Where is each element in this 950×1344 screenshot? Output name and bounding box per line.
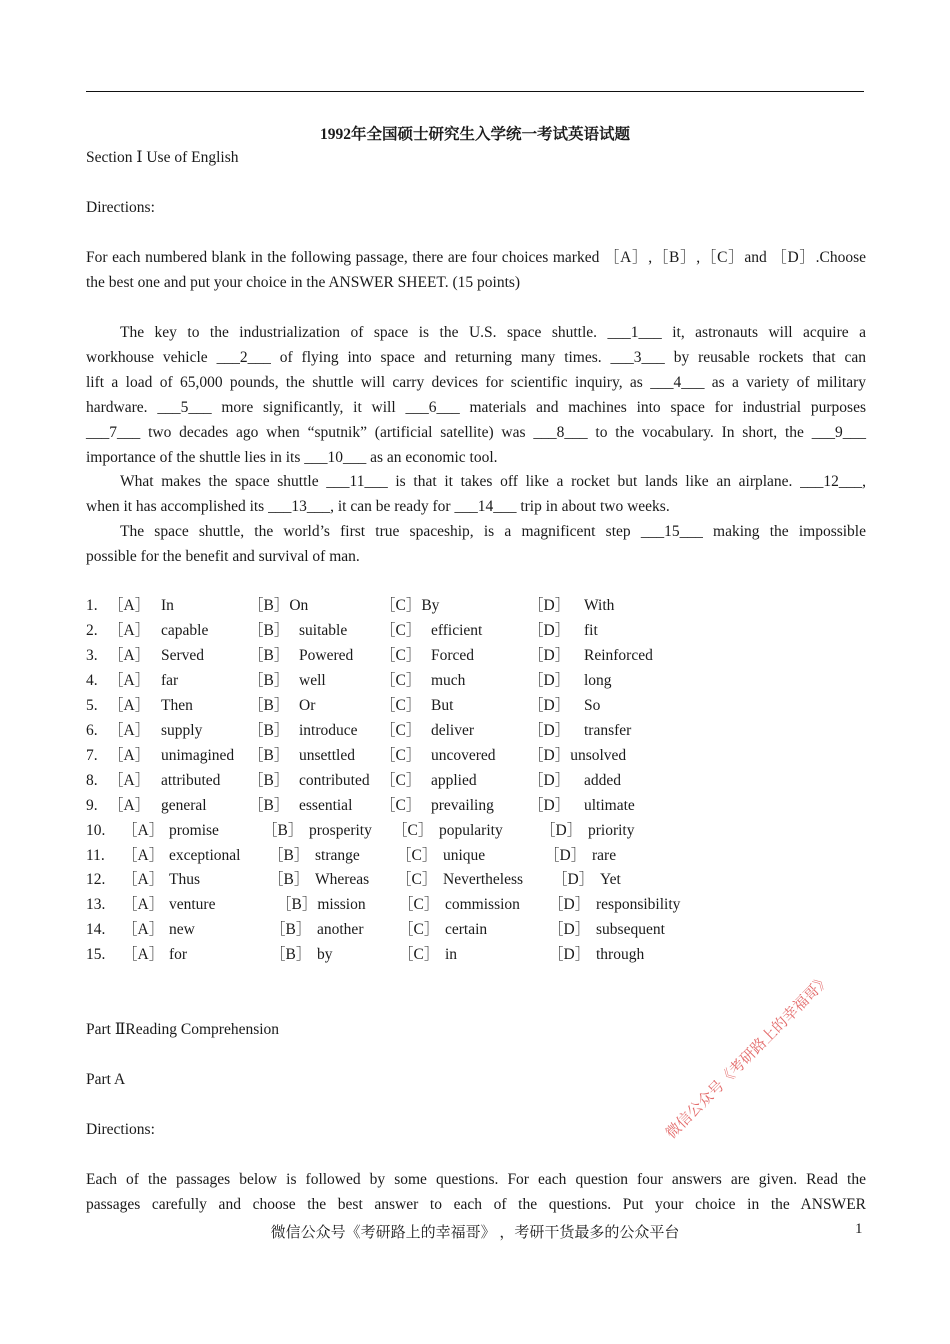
option-choice: capable (161, 621, 209, 639)
option-choice: ［D］ (528, 597, 571, 614)
option-choice: Whereas (315, 871, 370, 889)
option-number: 9. (86, 796, 98, 814)
option-choice: Nevertheless (443, 871, 524, 889)
option-choice: Served (161, 646, 205, 664)
option-choice: certain (445, 921, 488, 939)
option-choice: priority (588, 821, 635, 839)
option-choice: unsettled (299, 746, 355, 764)
option-number: 5. (86, 696, 98, 714)
option-choice: ［A］ (122, 921, 165, 939)
option-choice: ［D］ (528, 621, 571, 639)
option-choice: in (445, 946, 458, 964)
option-choice: introduce (299, 721, 358, 739)
option-choice: ［B］ (248, 621, 290, 639)
option-choice: Reinforced (584, 646, 653, 664)
option-choice: ［B］ (248, 646, 290, 664)
option-choice: ［D］ (548, 946, 591, 964)
option-choice: ［C］ (398, 921, 440, 939)
option-number: 15. (86, 946, 106, 964)
option-choice: by (317, 946, 333, 964)
option-choice: ［D］ (544, 846, 587, 864)
option-choice: ［B］ (270, 946, 312, 964)
option-choice: ［A］ (122, 946, 165, 964)
option-choice: ［A］ (108, 746, 151, 764)
page-number: 1 (855, 1221, 863, 1237)
directions-text-2: the best one and put your choice in the ANSWER SHEET. (15 points) (86, 274, 521, 291)
option-choice: ［C］ (380, 671, 422, 689)
option-choice: ［D］ (528, 796, 571, 814)
option-number: 14. (86, 921, 106, 939)
directions2-text-1: Each of the passages below is followed by some questions. For each question four answers are given. Read the (86, 1171, 866, 1188)
option-choice: ［D］ (528, 696, 571, 714)
passage-line: ___7___ two decades ago when “sputnik” (artificial satellite) was ___8___ to the vocabulary. In short, the ___9___ (86, 424, 866, 441)
option-choice: ［B］ (262, 821, 304, 839)
option-choice: ［D］ (528, 771, 571, 789)
section1-heading: Section Ⅰ Use of English (86, 149, 239, 166)
option-choice: ［C］ (392, 821, 434, 839)
option-choice: well (299, 671, 326, 689)
option-choice: responsibility (596, 896, 681, 914)
option-choice: Then (161, 696, 193, 714)
option-choice: exceptional (169, 846, 241, 864)
option-number: 11. (86, 846, 105, 864)
option-choice: ［A］ (108, 796, 151, 814)
option-choice: ［B］ (248, 746, 290, 764)
page-title: 1992年全国硕士研究生入学统一考试英语试题 (319, 126, 630, 143)
option-choice: ［D］ (548, 921, 591, 939)
option-choice: supply (161, 721, 203, 739)
directions2-label: Directions: (86, 1121, 155, 1138)
option-choice: through (596, 946, 645, 964)
part-a-heading: Part A (86, 1071, 126, 1088)
option-number: 13. (86, 896, 106, 914)
option-number: 10. (86, 821, 106, 839)
option-choice: ［C］ (380, 746, 422, 764)
option-choice: far (161, 671, 179, 689)
passage-line: workhouse vehicle ___2___ of flying into space and returning many times. ___3___ by reusable rockets that can (86, 349, 866, 366)
option-choice: ［B］ (248, 671, 290, 689)
option-choice: But (431, 696, 454, 714)
option-choice: Powered (299, 646, 354, 664)
option-choice: applied (431, 771, 477, 789)
option-choice: ［B］ (270, 921, 312, 939)
option-choice: subsequent (596, 921, 665, 939)
option-choice: ［A］ (108, 671, 151, 689)
option-choice: venture (169, 896, 216, 914)
option-choice: suitable (299, 621, 348, 639)
option-choice: ［D］ (528, 646, 571, 664)
option-choice: ［C］ (396, 846, 438, 864)
option-choice: ultimate (584, 796, 635, 814)
passage-line: What makes the space shuttle ___11___ is that it takes off like a rocket but lands like an airplane. ___12___, (120, 473, 866, 490)
part2-heading: Part ⅡReading Comprehension (86, 1021, 280, 1038)
option-choice: ［C］ (380, 696, 422, 714)
option-choice: deliver (431, 721, 475, 739)
option-number: 3. (86, 646, 98, 664)
option-choice: uncovered (431, 746, 496, 764)
option-choice: much (431, 671, 466, 689)
option-choice: Yet (600, 871, 621, 889)
option-choice: ［B］ (248, 771, 290, 789)
option-number: 2. (86, 621, 98, 639)
option-choice: rare (592, 846, 617, 864)
option-choice: ［D］ (528, 671, 571, 689)
option-number: 6. (86, 721, 98, 739)
option-choice: ［D］ (540, 821, 583, 839)
option-choice: new (169, 921, 195, 939)
watermark-stamp: 微信公众号《考研路上的幸福哥》 (663, 971, 834, 1143)
option-choice: In (161, 597, 174, 614)
passage-line: hardware. ___5___ more significantly, it will ___6___ materials and machines into space for industrial purposes (86, 399, 866, 416)
passage-line: when it has accomplished its ___13___, it can be ready for ___14___ trip in about two weeks. (86, 498, 670, 515)
option-choice: ［C］ (398, 946, 440, 964)
option-choice: ［B］mission (276, 896, 366, 914)
option-choice: unique (443, 846, 486, 864)
option-choice: promise (169, 821, 219, 839)
option-choice: fit (584, 621, 598, 639)
option-choice: ［C］ (380, 621, 422, 639)
option-choice: ［A］ (108, 771, 151, 789)
option-choice: So (584, 696, 601, 714)
option-choice: long (584, 671, 612, 689)
option-choice: ［D］ (528, 721, 571, 739)
directions-label: Directions: (86, 199, 155, 216)
option-choice: general (161, 796, 207, 814)
option-choice: added (584, 771, 622, 789)
option-choice: ［C］ (380, 771, 422, 789)
option-choice: Or (299, 696, 316, 714)
option-choice: ［B］ (248, 696, 290, 714)
passage-line: importance of the shuttle lies in its ___10___ as an economic tool. (86, 449, 498, 466)
option-choice: ［D］unsolved (528, 746, 627, 764)
option-choice: attributed (161, 771, 221, 789)
option-number: 7. (86, 746, 98, 764)
option-choice: contributed (299, 771, 370, 789)
option-choice: prevailing (431, 796, 494, 814)
option-choice: unimagined (161, 746, 235, 764)
option-number: 1. (86, 597, 98, 614)
option-choice: ［A］ (108, 696, 151, 714)
option-choice: prosperity (309, 821, 372, 839)
directions-text-1: For each numbered blank in the following passage, there are four choices marked ［A］,［B］,［C］and ［D］.Choose (86, 249, 866, 266)
option-choice: for (169, 946, 188, 964)
option-choice: ［A］ (108, 721, 151, 739)
option-choice: ［A］ (122, 896, 165, 914)
directions2-text-2: passages carefully and choose the best answer to each of the questions. Put your choice in the ANSWER (86, 1196, 866, 1213)
option-choice: ［A］ (108, 597, 151, 614)
option-choice: ［C］ (398, 896, 440, 914)
passage-line: The space shuttle, the world’s first true spaceship, is a magnificent step ___15___ making the impossible (120, 523, 866, 540)
option-choice: transfer (584, 721, 632, 739)
option-choice: efficient (431, 621, 483, 639)
option-choice: ［B］ (268, 846, 310, 864)
option-choice: ［C］ (380, 646, 422, 664)
passage-line: lift a load of 65,000 pounds, the shuttle will carry devices for scientific inquiry, as ___4___ as a variety of military (86, 374, 866, 391)
option-choice: Thus (169, 871, 200, 889)
option-choice: ［A］ (122, 821, 165, 839)
option-number: 8. (86, 771, 98, 789)
option-number: 4. (86, 671, 98, 689)
option-choice: ［C］ (380, 796, 422, 814)
passage-line: possible for the benefit and survival of man. (86, 548, 360, 565)
option-choice: ［A］ (108, 621, 151, 639)
option-choice: essential (299, 796, 353, 814)
option-choice: ［B］ (248, 796, 290, 814)
passage-line: The key to the industrialization of space is the U.S. space shuttle. ___1___ it, astronauts will acquire a (120, 324, 866, 341)
option-choice: ［D］ (552, 871, 595, 889)
option-choice: With (584, 597, 615, 614)
option-choice: ［A］ (122, 871, 165, 889)
option-choice: ［D］ (548, 896, 591, 914)
option-choice: Forced (431, 646, 475, 664)
option-choice: ［C］By (380, 597, 440, 614)
page-footer: 微信公众号《考研路上的幸福哥》 ，考研干货最多的公众平台 (270, 1225, 680, 1241)
option-choice: ［C］ (380, 721, 422, 739)
option-choice: another (317, 921, 364, 939)
option-choice: ［B］ (268, 871, 310, 889)
option-choice: popularity (439, 821, 503, 839)
option-number: 12. (86, 871, 106, 889)
option-choice: ［B］On (248, 597, 309, 614)
option-choice: ［B］ (248, 721, 290, 739)
option-choice: ［C］ (396, 871, 438, 889)
option-choice: strange (315, 846, 360, 864)
header-rule (86, 91, 864, 92)
option-choice: ［A］ (108, 646, 151, 664)
option-choice: ［A］ (122, 846, 165, 864)
option-choice: commission (445, 896, 520, 914)
